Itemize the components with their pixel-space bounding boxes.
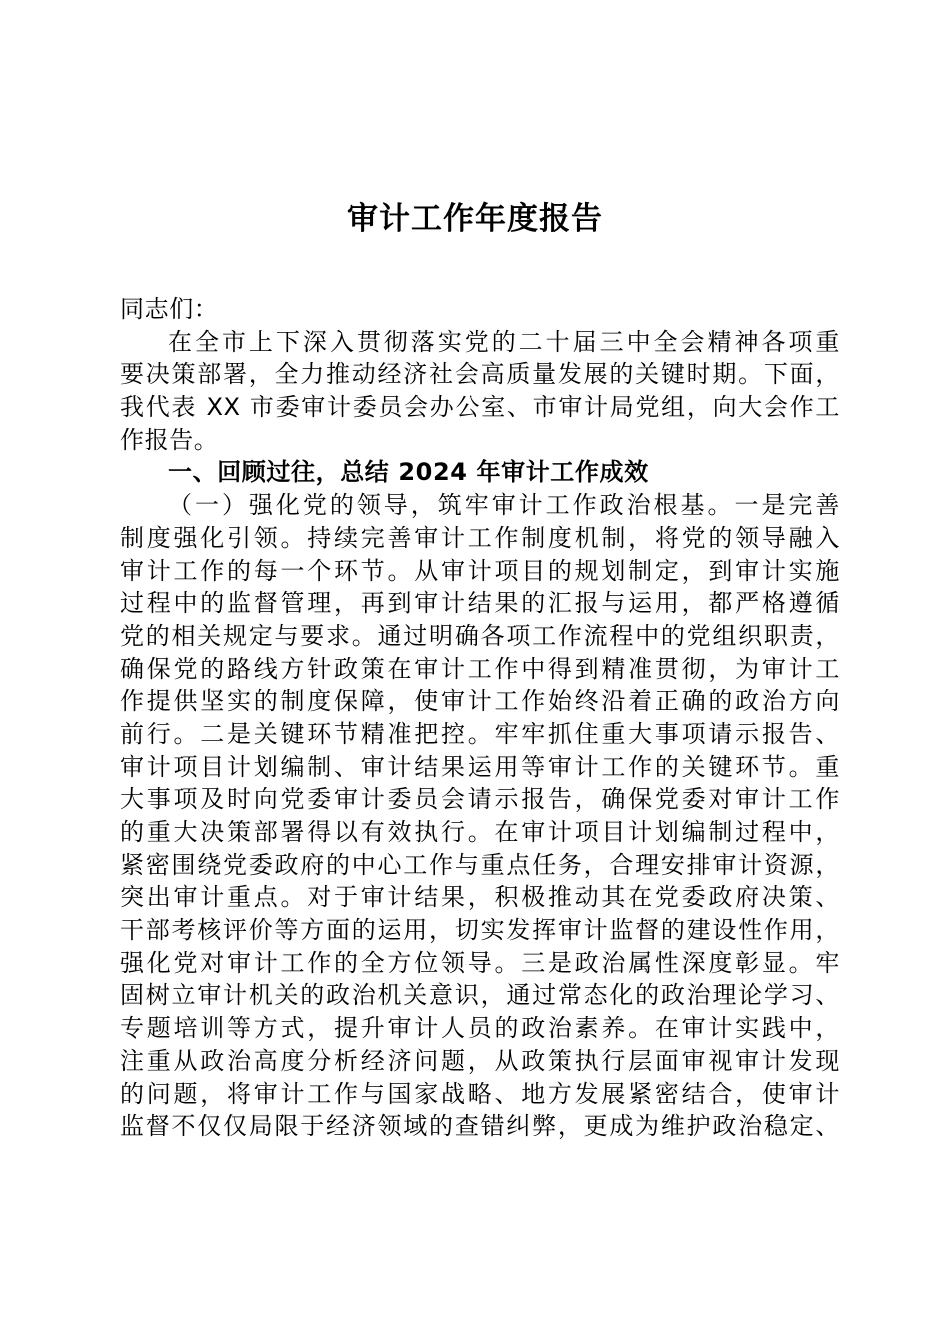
body-line: 紧密围绕党委政府的中心工作与重点任务，合理安排审计资源， <box>120 850 840 879</box>
intro-line: 在全市上下深入贯彻落实党的二十届三中全会精神各项重 <box>168 327 840 356</box>
body-line: 确保党的路线方针政策在审计工作中得到精准贯彻，为审计工 <box>120 654 840 683</box>
body-line: 党的相关规定与要求。通过明确各项工作流程中的党组织职责， <box>120 621 840 650</box>
salutation: 同志们： <box>120 295 219 323</box>
document-body <box>120 293 840 1143</box>
intro-line: 我代表 XX 市委审计委员会办公室、市审计局党组，向大会作工 <box>120 393 840 422</box>
body-line: 干部考核评价等方面的运用，切实发挥审计监督的建设性作用， <box>120 916 840 945</box>
body-line: （一）强化党的领导，筑牢审计工作政治根基。一是完善 <box>168 491 840 520</box>
body-line: 作提供坚实的制度保障，使审计工作始终沿着正确的政治方向 <box>120 687 840 716</box>
body-line: 审计项目计划编制、审计结果运用等审计工作的关键环节。重 <box>120 752 840 781</box>
body-line: 审计工作的每一个环节。从审计项目的规划制定，到审计实施 <box>120 556 840 585</box>
section-heading: 一、回顾过往，总结 2024 年审计工作成效 <box>168 458 649 487</box>
body-line: 监督不仅仅局限于经济领域的查错纠弊，更成为维护政治稳定、 <box>120 1112 840 1141</box>
body-line: 突出审计重点。对于审计结果，积极推动其在党委政府决策、 <box>120 883 840 912</box>
body-line: 的重大决策部署得以有效执行。在审计项目计划编制过程中， <box>120 818 840 846</box>
body-line: 注重从政治高度分析经济问题，从政策执行层面审视审计发现 <box>120 1046 840 1075</box>
body-line: 专题培训等方式，提升审计人员的政治素养。在审计实践中， <box>120 1014 840 1043</box>
document-title: 审计工作年度报告 <box>347 201 603 237</box>
intro-line: 作报告。 <box>120 425 219 454</box>
body-line: 大事项及时向党委审计委员会请示报告，确保党委对审计工作 <box>120 785 840 814</box>
body-line: 制度强化引领。持续完善审计工作制度机制，将党的领导融入 <box>120 523 840 552</box>
body-line: 过程中的监督管理，再到审计结果的汇报与运用，都严格遵循 <box>120 589 840 618</box>
body-line: 前行。二是关键环节精准把控。牢牢抓住重大事项请示报告、 <box>120 719 840 748</box>
intro-line: 要决策部署，全力推动经济社会高质量发展的关键时期。下面， <box>120 360 840 389</box>
body-line: 固树立审计机关的政治机关意识，通过常态化的政治理论学习、 <box>120 981 840 1010</box>
body-line: 的问题，将审计工作与国家战略、地方发展紧密结合，使审计 <box>120 1079 840 1108</box>
body-line: 强化党对审计工作的全方位领导。三是政治属性深度彰显。牢 <box>120 948 840 977</box>
